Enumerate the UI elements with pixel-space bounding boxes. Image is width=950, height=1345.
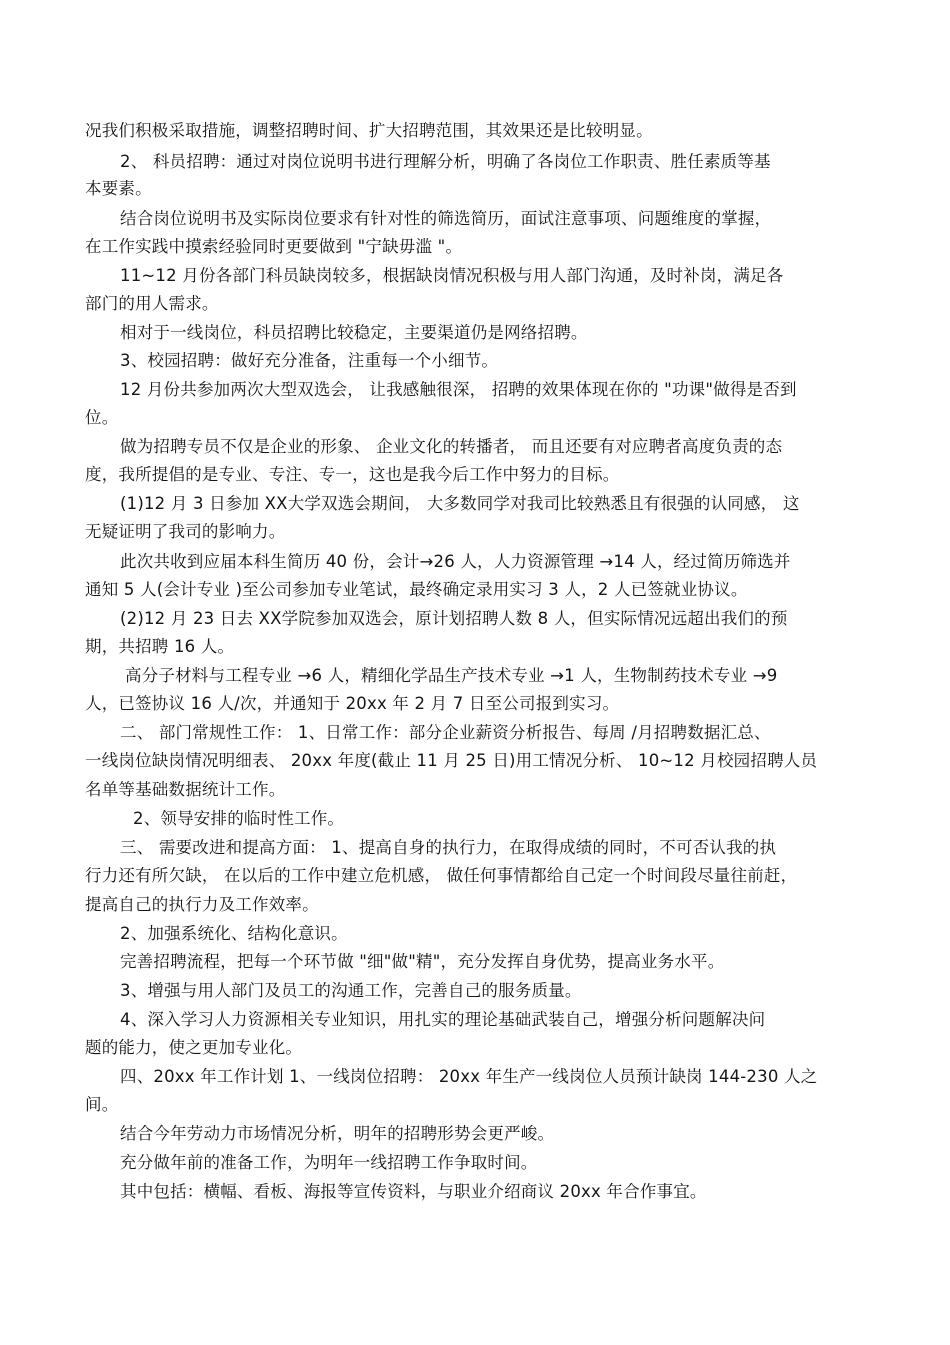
text-line: 提高自己的执行力及工作效率。 — [85, 895, 319, 914]
text-line: 其中包括：横幅、看板、海报等宣传资料，与职业介绍商议 20xx 年合作事宜。 — [120, 1182, 707, 1201]
text-line: 况我们积极采取措施，调整招聘时间、扩大招聘范围，其效果还是比较明显。 — [85, 121, 653, 140]
text-line: 期，共招聘 16 人。 — [85, 637, 235, 656]
text-line: (2)12 月 23 日去 XX学院参加双选会，原计划招聘人数 8 人，但实际情况远超出我们的预 — [120, 609, 788, 628]
text-line: 间。 — [85, 1095, 119, 1114]
text-line: 充分做年前的准备工作，为明年一线招聘工作争取时间。 — [120, 1153, 538, 1172]
text-line: 位。 — [85, 408, 119, 427]
text-line: 4、深入学习人力资源相关专业知识，用扎实的理论基础武装自己，增强分析问题解决问 — [120, 1010, 766, 1029]
text-line: 相对于一线岗位，科员招聘比较稳定，主要渠道仍是网络招聘。 — [120, 323, 588, 342]
text-line: 此次共收到应届本科生简历 40 份，会计→26 人，人力资源管理 →14 人，经过简历筛选并 — [120, 552, 791, 571]
text-line: 结合今年劳动力市场情况分析，明年的招聘形势会更严峻。 — [120, 1124, 555, 1143]
text-line: 高分子材料与工程专业 →6 人，精细化学品生产技术专业 →1 人，生物制药技术专业 →9 — [125, 666, 778, 685]
text-line: 三、 需要改进和提高方面： 1、提高自身的执行力，在取得成绩的同时，不可否认我的执 — [120, 838, 777, 857]
text-line: 2、加强系统化、结构化意识。 — [120, 924, 348, 943]
text-line: 3、校园招聘：做好充分准备，注重每一个小细节。 — [120, 351, 499, 370]
text-line: 度，我所提倡的是专业、专注、专一，这也是我今后工作中努力的目标。 — [85, 465, 620, 484]
text-line: 通知 5 人(会计专业 )至公司参加专业笔试，最终确定录用实习 3 人，2 人已签就业协议。 — [85, 580, 748, 599]
text-line: 结合岗位说明书及实际岗位要求有针对性的筛选简历，面试注意事项、问题维度的掌握， — [120, 209, 772, 228]
text-line: (1)12 月 3 日参加 XX大学双选会期间， 大多数同学对我司比较熟悉且有很强的认同感， 这 — [120, 494, 800, 513]
text-line: 做为招聘专员不仅是企业的形象、 企业文化的转播者， 而且还要有对应聘者高度负责的态 — [120, 437, 783, 456]
text-line: 3、增强与用人部门及员工的沟通工作，完善自己的服务质量。 — [120, 981, 582, 1000]
text-line: 完善招聘流程，把每一个环节做 "细"做"精"，充分发挥自身优势，提高业务水平。 — [120, 952, 725, 971]
text-line: 部门的用人需求。 — [85, 294, 219, 313]
text-line: 11~12 月份各部门科员缺岗较多，根据缺岗情况积极与用人部门沟通，及时补岗，满足各 — [120, 266, 784, 285]
text-line: 题的能力，使之更加专业化。 — [85, 1038, 303, 1057]
text-line: 在工作实践中摸索经验同时更要做到 "宁缺毋滥 "。 — [85, 237, 463, 256]
text-line: 本要素。 — [85, 179, 152, 198]
text-line: 四、20xx 年工作计划 1、一线岗位招聘： 20xx 年生产一线岗位人员预计缺岗 144-230 人之 — [120, 1067, 818, 1086]
text-line: 二、 部门常规性工作： 1、日常工作：部分企业薪资分析报告、每周 /月招聘数据汇总、 — [120, 723, 771, 742]
text-line: 无疑证明了我司的影响力。 — [85, 522, 286, 541]
text-line: 2、 科员招聘：通过对岗位说明书进行理解分析，明确了各岗位工作职责、胜任素质等基 — [120, 152, 771, 171]
text-line: 名单等基础数据统计工作。 — [85, 780, 286, 799]
text-line: 2、领导安排的临时性工作。 — [133, 809, 345, 828]
text-line: 12 月份共参加两次大型双选会， 让我感触很深， 招聘的效果体现在你的 "功课"做得是否到 — [120, 380, 797, 399]
text-line: 一线岗位缺岗情况明细表、 20xx 年度(截止 11 月 25 日)用工情况分析、 10~12 月校园招聘人员 — [85, 751, 818, 770]
text-line: 人，已签协议 16 人/次，并通知于 20xx 年 2 月 7 日至公司报到实习。 — [85, 694, 620, 713]
text-line: 行力还有所欠缺， 在以后的工作中建立危机感， 做任何事情都给自己定一个时间段尽量往前赶， — [85, 866, 798, 885]
